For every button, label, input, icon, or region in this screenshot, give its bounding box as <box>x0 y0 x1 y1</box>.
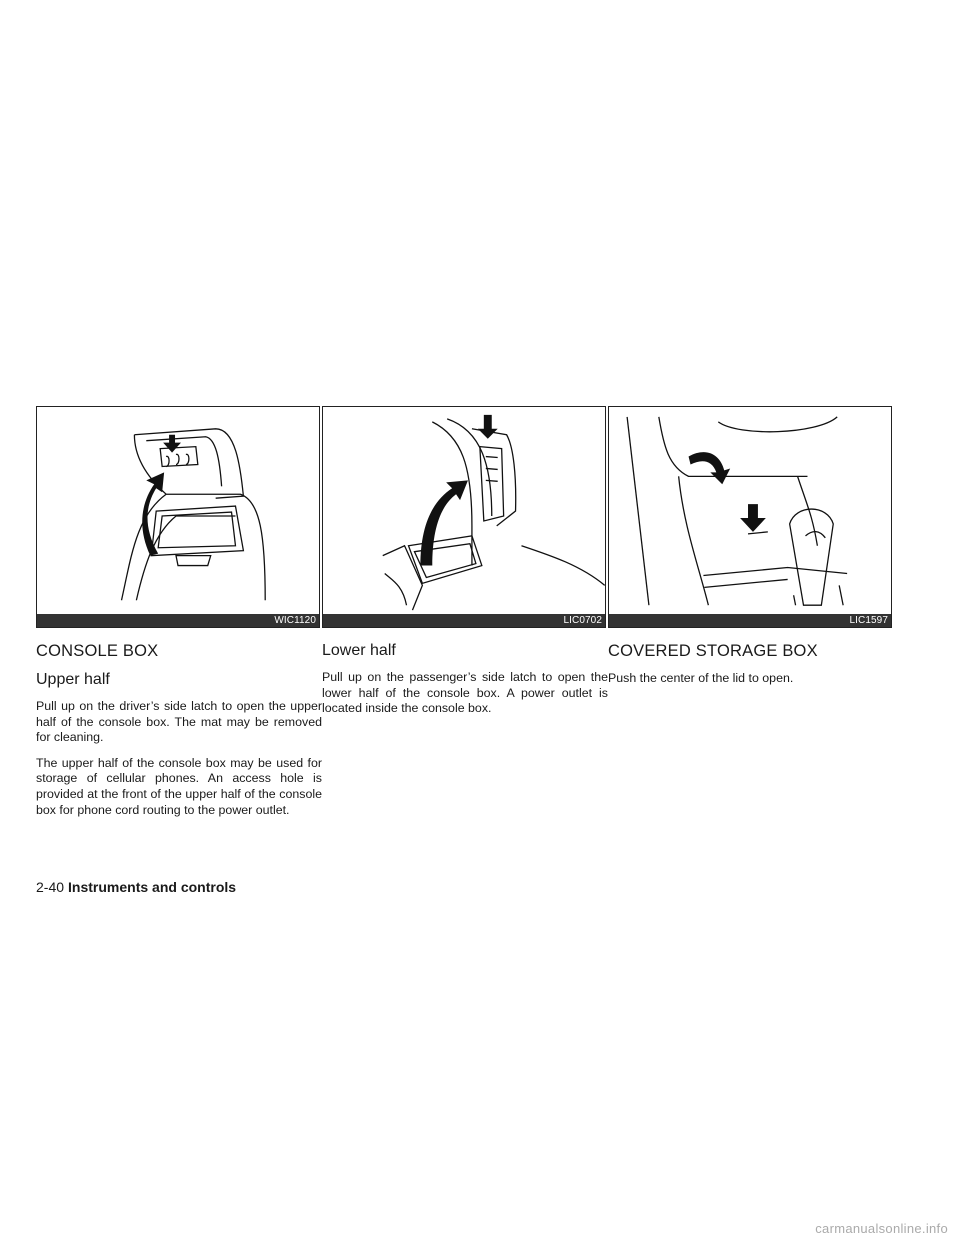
subheading-lower-half: Lower half <box>322 642 396 659</box>
figure-covered-storage-box <box>608 406 892 628</box>
lower-half-paragraph-1: Pull up on the passenger’s side latch to open the lower half of the console box. A power outlet is located inside the console box. <box>322 670 608 716</box>
page-number: 2-40 <box>36 879 65 895</box>
subheading-upper-half: Upper half <box>36 671 110 688</box>
covered-storage-illustration <box>609 407 891 627</box>
section-title-console-box: CONSOLE BOX <box>36 642 159 660</box>
figure-console-upper-half <box>36 406 320 628</box>
column-1 <box>36 406 322 818</box>
upper-half-paragraph-1: Pull up on the driver’s side latch to open the upper half of the console box. The mat may be removed for cleaning. <box>36 699 322 745</box>
console-lower-illustration <box>323 407 605 627</box>
figure-code: LIC1597 <box>849 615 888 626</box>
upper-half-paragraph-2: The upper half of the console box may be used for storage of cellular phones. An access hole is provided at the front of the upper half of the console box for phone cord routing to the power outlet. <box>36 755 322 817</box>
column-2 <box>322 406 608 717</box>
watermark: carmanualsonline.info <box>815 1221 948 1236</box>
covered-storage-paragraph-1: Push the center of the lid to open. <box>608 671 794 685</box>
column-3 <box>608 406 894 687</box>
section-title-covered-storage-box: COVERED STORAGE BOX <box>608 642 818 660</box>
console-upper-illustration <box>37 407 319 627</box>
figure-code: WIC1120 <box>274 615 316 626</box>
figure-console-lower-half <box>322 406 606 628</box>
page-footer <box>36 879 236 895</box>
footer-section-title: Instruments and controls <box>68 879 237 895</box>
figure-code: LIC0702 <box>563 615 602 626</box>
